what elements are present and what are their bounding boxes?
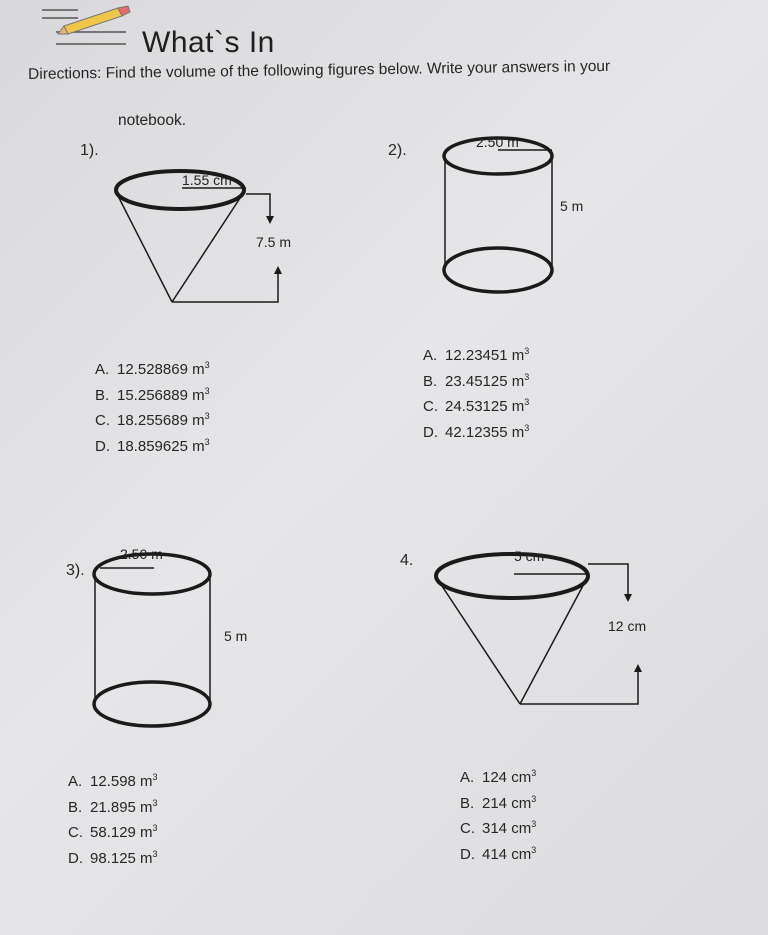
problem-2-number: 2). [388,142,407,159]
problem-2-height-label: 5 m [560,198,584,214]
problem-4-choice-b: B. 214 $cm^3$ [460,793,537,812]
problem-3-choice-a: A. 12.598 $m^3$ [68,772,158,790]
problem-3-radius-label: 2.50 m [120,546,163,562]
problem-2-choice-d: D. 42.12355 $m^3$ [423,422,530,441]
problem-1-choice-a: A. 12.528869 $m^3$ [95,360,210,378]
problem-4-radius-label: 5 cm [514,548,545,564]
problem-2-choice-c: C. 24.53125 $m^3$ [423,397,530,415]
problem-3-height-label: 5 m [224,628,248,644]
problem-2-radius-label: 2.50 m [476,134,519,150]
problem-4-number: 4. [400,552,414,569]
problem-4-choice-a: A. 124 $cm^3$ [460,768,537,786]
problem-3-choices [68,767,158,869]
problem-1-choices [95,355,210,457]
problem-1-choice-c: C. 18.255689 $m^3$ [95,411,210,429]
problem-3-choice-c: C. 58.129 $m^3$ [68,823,158,841]
problem-2-cylinder-figure [440,130,570,300]
problem-1-radius-label: 1.55 cm [182,172,232,188]
problem-3-choice-b: B. 21.895 $m^3$ [68,797,158,816]
problem-2-choice-b: B. 23.45125 $m^3$ [423,371,530,390]
problem-4-choices [460,763,536,865]
problem-1-number: 1). [80,142,99,159]
directions-text-continued: notebook. [118,112,187,129]
problem-4-height-label: 12 cm [608,618,647,634]
problem-4-choice-c: C. 314 $cm^3$ [460,819,537,837]
problem-2-choices [423,341,529,443]
problem-3-number: 3). [66,562,85,579]
directions-text: Directions: Find the volume of the following figures below. Write your answers in your [28,57,611,83]
problem-3-choice-d: D. 98.125 $m^3$ [68,848,158,867]
problem-1-choice-d: D. 18.859625 $m^3$ [95,436,210,455]
problem-2-choice-a: A. 12.23451 $m^3$ [423,346,530,364]
problem-1-choice-b: B. 15.256889 $m^3$ [95,385,210,404]
notebook-logo-icon [38,4,138,48]
problem-4-choice-d: D. 414 $cm^3$ [460,844,537,863]
page-title: What`s In [142,26,275,59]
problem-1-height-label: 7.5 m [256,234,292,250]
problem-3-cylinder-figure [92,548,222,738]
